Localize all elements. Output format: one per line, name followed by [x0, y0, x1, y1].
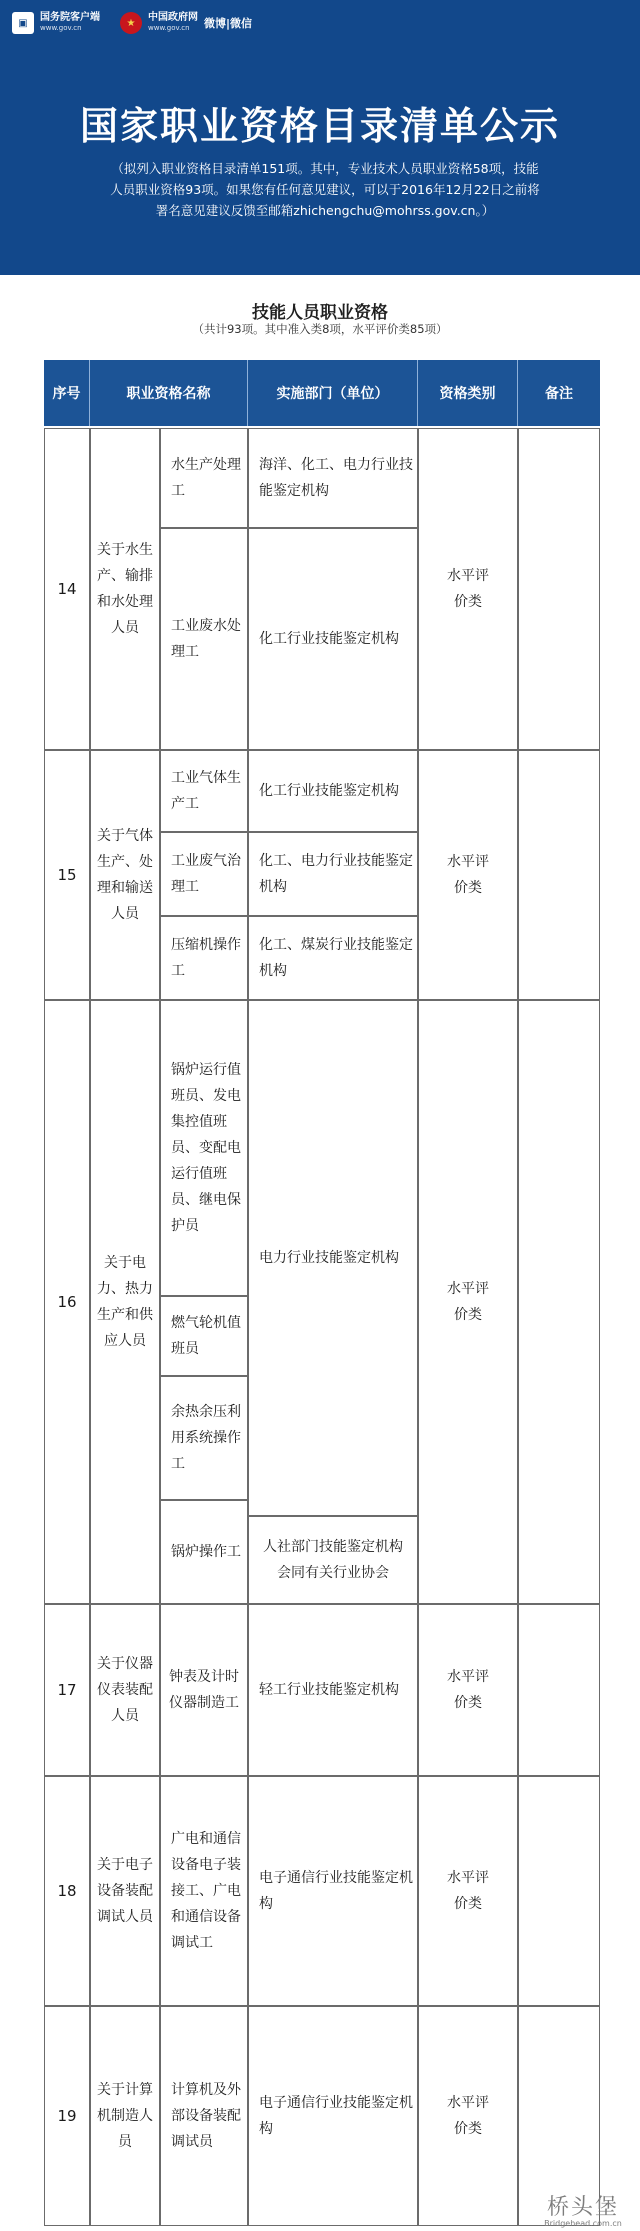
- watermark-en: Bridgehead.com.cn: [544, 2219, 622, 2228]
- watermark-cn: 桥头堡: [546, 2195, 619, 2220]
- col-header-category: 资格类别: [418, 360, 518, 426]
- logo2-main: 中国政府网: [148, 12, 198, 23]
- qualification-title: 工业废气治理工: [160, 832, 248, 916]
- remark-cell: [518, 1604, 600, 1776]
- logo-bar: [12, 10, 272, 36]
- group-name: 关于计算机制造人员: [90, 2006, 160, 2226]
- section-subtitle: （共计93项。其中准入类8项，水平评价类85项）: [192, 322, 448, 336]
- dept-cell: 化工、电力行业技能鉴定机构: [248, 832, 418, 916]
- table-header: [44, 360, 600, 426]
- qualification-title: 广电和通信设备电子装接工、广电和通信设备调试工: [160, 1776, 248, 2006]
- qualification-title: 工业气体生产工: [160, 750, 248, 832]
- remark-cell: [518, 1776, 600, 2006]
- col-header-no: 序号: [44, 360, 90, 426]
- dept-cell: 电力行业技能鉴定机构: [248, 1000, 418, 1516]
- group-name: 关于气体生产、处理和输送人员: [90, 750, 160, 1000]
- row-no: 19: [44, 2006, 90, 2226]
- logo1-sub: www.gov.cn: [40, 24, 82, 32]
- section-title: 技能人员职业资格: [252, 303, 388, 323]
- col-header-dept: 实施部门（单位）: [248, 360, 418, 426]
- category-cell: 水平评价类: [418, 1776, 518, 2006]
- qualification-title: 水生产处理工: [160, 428, 248, 528]
- qualification-title: 钟表及计时仪器制造工: [160, 1604, 248, 1776]
- category-cell: 水平评价类: [418, 428, 518, 750]
- qualification-title: 燃气轮机值班员: [160, 1296, 248, 1376]
- dept-cell: 化工行业技能鉴定机构: [248, 528, 418, 750]
- intro-text: （拟列入职业资格目录清单151项。其中，专业技术人员职业资格58项，技能人员职业资格93项。如果您有任何意见建议，可以于2016年12月22日之前将署名意见建议反馈至邮箱zhichengchu@mohrss.gov.cn。）: [110, 161, 540, 218]
- dept-cell: 化工、煤炭行业技能鉴定机构: [248, 916, 418, 1000]
- category-cell: 水平评价类: [418, 2006, 518, 2226]
- qualification-title: 余热余压利用系统操作工: [160, 1376, 248, 1500]
- remark-cell: [518, 428, 600, 750]
- row-no: 16: [44, 1000, 90, 1604]
- dept-cell: 电子通信行业技能鉴定机构: [248, 2006, 418, 2226]
- header-banner: [0, 0, 640, 275]
- qualification-title: 锅炉操作工: [160, 1500, 248, 1604]
- group-name: 关于水生产、输排和水处理人员: [90, 428, 160, 750]
- gov-app-icon: ▣: [12, 12, 34, 34]
- category-cell: 水平评价类: [418, 1000, 518, 1604]
- logo2-sub: www.gov.cn: [148, 24, 190, 32]
- qualification-title: 工业废水处理工: [160, 528, 248, 750]
- logo1-main: 国务院客户端: [40, 12, 100, 23]
- qualification-title: 压缩机操作工: [160, 916, 248, 1000]
- dept-cell: 海洋、化工、电力行业技能鉴定机构: [248, 428, 418, 528]
- remark-cell: [518, 1000, 600, 1604]
- weibo-weixin-label[interactable]: 微博|微信: [204, 17, 253, 30]
- qualification-title: 锅炉运行值班员、发电集控值班员、变配电运行值班员、继电保护员: [160, 1000, 248, 1296]
- col-header-remark: 备注: [545, 386, 573, 402]
- category-cell: 水平评价类: [418, 1604, 518, 1776]
- row-no: 14: [44, 428, 90, 750]
- row-no: 15: [44, 750, 90, 1000]
- row-no: 17: [44, 1604, 90, 1776]
- dept-cell: 电子通信行业技能鉴定机构: [248, 1776, 418, 2006]
- category-cell: 水平评价类: [418, 750, 518, 1000]
- page-title: 国家职业资格目录清单公示: [79, 104, 560, 148]
- row-no: 18: [44, 1776, 90, 2006]
- watermark-logo: [528, 2190, 638, 2228]
- group-name: 关于电子设备装配调试人员: [90, 1776, 160, 2006]
- dept-cell: 化工行业技能鉴定机构: [248, 750, 418, 832]
- group-name: 关于仪器仪表装配人员: [90, 1604, 160, 1776]
- dept-cell: 人社部门技能鉴定机构会同有关行业协会: [248, 1516, 418, 1604]
- col-header-name: 职业资格名称: [90, 360, 248, 426]
- group-name: 关于电力、热力生产和供应人员: [90, 1000, 160, 1604]
- qualification-title: 计算机及外部设备装配调试员: [160, 2006, 248, 2226]
- national-emblem-icon: ★: [120, 12, 142, 34]
- gov-site-logo[interactable]: [120, 12, 252, 34]
- state-council-logo[interactable]: [12, 12, 100, 34]
- remark-cell: [518, 750, 600, 1000]
- dept-cell: 轻工行业技能鉴定机构: [248, 1604, 418, 1776]
